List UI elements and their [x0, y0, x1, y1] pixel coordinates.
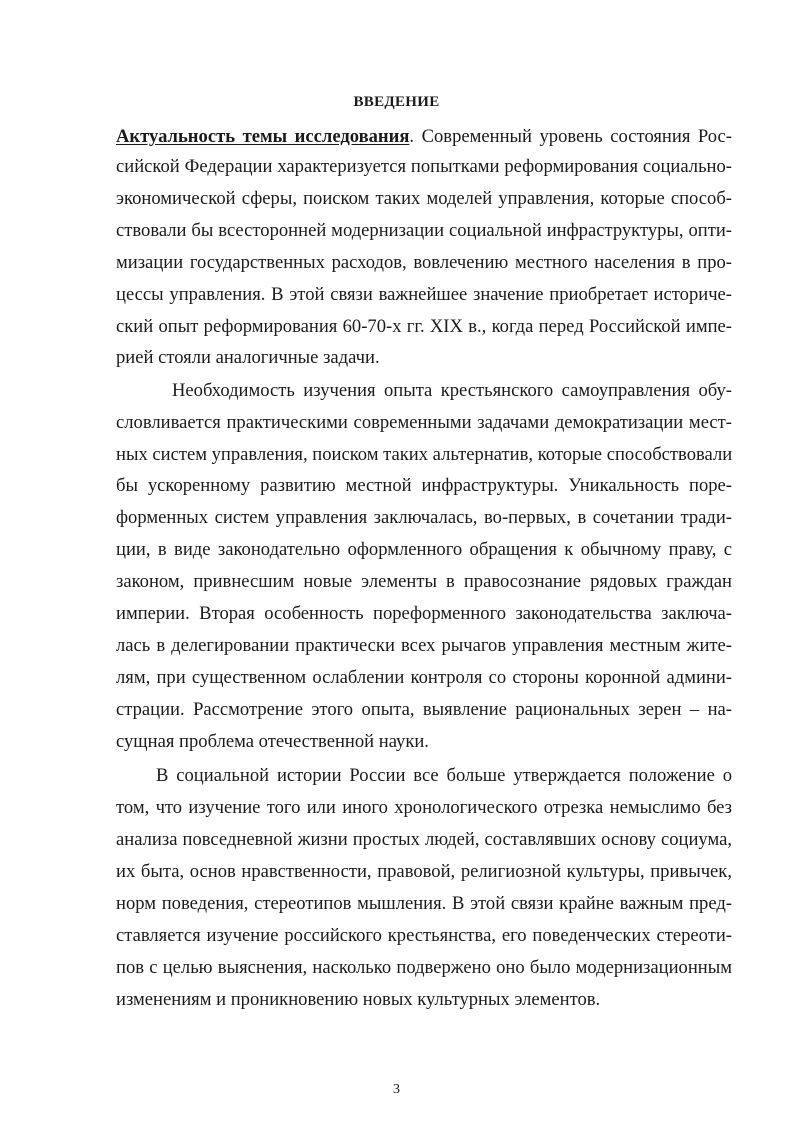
paragraph-line: экономической сферы, поиском таких моделей управления, которые способ-: [116, 188, 732, 209]
lead-tail: . Современный уровень состояния Рос-: [409, 126, 733, 147]
paragraph-line: сийской Федерации характеризуется попытками реформирования социально-: [116, 156, 732, 177]
paragraph-line: лям, при существенном ослаблении контроля со стороны коронной админи-: [116, 667, 732, 688]
paragraph-line: пов с целью выяснения, насколько подвержено оно было модернизационным: [116, 957, 732, 978]
paragraph-line: В социальной истории России все больше утверждается положение о: [156, 765, 732, 786]
paragraph-line: Необходимость изучения опыта крестьянского самоуправления обу-: [172, 380, 732, 401]
lead-phrase: Актуальность темы исследования: [116, 126, 410, 147]
paragraph-line: [116, 125, 732, 149]
paragraph-line: словливается практическими современными задачами демократизации мест-: [116, 412, 732, 433]
paragraph-line: страции. Рассмотрение этого опыта, выявление рациональных зерен – на-: [116, 699, 732, 720]
paragraph-line: цессы управления. В этой связи важнейшее значение приобретает историче-: [116, 284, 732, 305]
paragraph-line: ствовали бы всесторонней модернизации социальной инфраструктуры, опти-: [116, 220, 732, 241]
section-heading: ВВЕДЕНИЕ: [353, 94, 440, 110]
paragraph-line: рией стояли аналогичные задачи.: [116, 347, 380, 368]
paragraph-line: их быта, основ нравственности, правовой, религиозной культуры, привычек,: [116, 861, 732, 882]
paragraph-line: законом, привнесшим новые элементы в правосознание рядовых граждан: [116, 571, 732, 592]
paragraph-line: том, что изучение того или иного хронологического отрезка немыслимо без: [116, 797, 732, 818]
paragraph-line: бы ускоренному развитию местной инфраструктуры. Уникальность поре-: [116, 475, 732, 496]
paragraph-line: форменных систем управления заключалась, во-первых, в сочетании тради-: [116, 507, 732, 528]
paragraph-line: лась в делегировании практически всех рычагов управления местным жите-: [116, 635, 732, 656]
paragraph-line: мизации государственных расходов, вовлечению местного населения в про-: [116, 252, 732, 273]
paragraph-line: империи. Вторая особенность пореформенного законодательства заключа-: [116, 603, 732, 624]
paragraph-line: ных систем управления, поиском таких альтернатив, которые способствовали: [116, 444, 733, 465]
page-number: 3: [393, 1082, 400, 1097]
paragraph-line: анализа повседневной жизни простых людей, составлявших основу социума,: [116, 829, 732, 850]
paragraph-line: ставляется изучение российского крестьянства, его поведенческих стереоти-: [116, 925, 732, 946]
paragraph-line: сущная проблема отечественной науки.: [116, 731, 429, 752]
paragraph-line: ский опыт реформирования 60-70-х гг. XIX в., когда перед Российской импе-: [116, 316, 732, 337]
paragraph-line: норм поведения, стереотипов мышления. В этой связи крайне важным пред-: [116, 893, 732, 914]
paragraph-line: ции, в виде законодательно оформленного обращения к обычному праву, с: [116, 539, 732, 560]
paragraph-line: изменениям и проникновению новых культурных элементов.: [116, 989, 601, 1010]
